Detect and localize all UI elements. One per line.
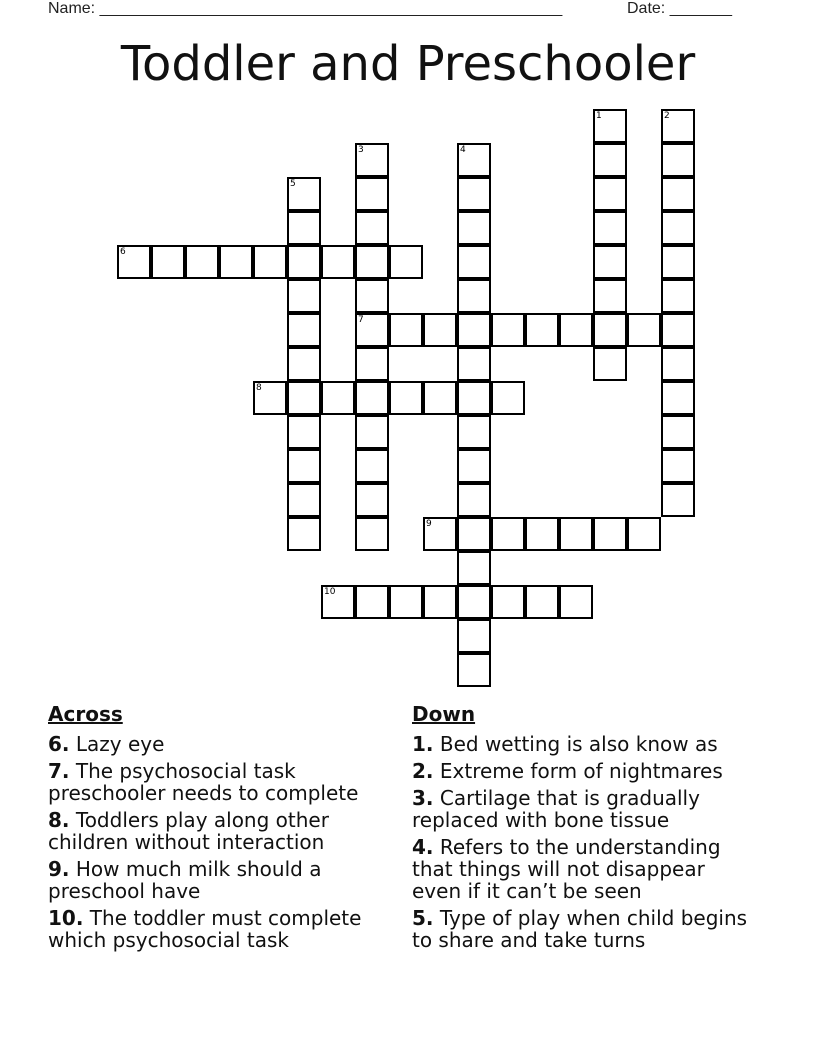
grid-cell[interactable] bbox=[185, 245, 219, 279]
grid-cell[interactable] bbox=[287, 415, 321, 449]
grid-cell[interactable] bbox=[355, 245, 389, 279]
grid-cell[interactable] bbox=[287, 449, 321, 483]
clue-number: 1. bbox=[412, 732, 434, 756]
grid-cell[interactable] bbox=[525, 585, 559, 619]
grid-cell[interactable] bbox=[593, 211, 627, 245]
grid-cell[interactable] bbox=[593, 279, 627, 313]
grid-cell[interactable] bbox=[457, 585, 491, 619]
clue-number-label: 9 bbox=[426, 519, 432, 529]
grid-cell[interactable] bbox=[661, 449, 695, 483]
grid-cell[interactable] bbox=[593, 143, 627, 177]
grid-cell[interactable] bbox=[287, 245, 321, 279]
clue-number: 9. bbox=[48, 857, 70, 881]
down-heading: Down bbox=[412, 702, 476, 726]
grid-cell[interactable] bbox=[457, 211, 491, 245]
clue-text: How much milk should a preschool have bbox=[48, 857, 322, 903]
grid-cell[interactable] bbox=[593, 313, 627, 347]
clue-number-label: 2 bbox=[664, 111, 670, 121]
grid-cell[interactable] bbox=[389, 245, 423, 279]
page-title: Toddler and Preschooler bbox=[120, 36, 696, 92]
grid-cell[interactable] bbox=[287, 177, 321, 211]
grid-cell[interactable] bbox=[661, 347, 695, 381]
grid-cell[interactable] bbox=[661, 483, 695, 517]
grid-cell[interactable] bbox=[593, 109, 627, 143]
clue-number-label: 3 bbox=[358, 145, 364, 155]
grid-cell[interactable] bbox=[457, 517, 491, 551]
clue-number: 8. bbox=[48, 808, 70, 832]
grid-cell[interactable] bbox=[457, 279, 491, 313]
grid-cell[interactable] bbox=[389, 585, 423, 619]
grid-cell[interactable] bbox=[491, 313, 525, 347]
grid-cell[interactable] bbox=[423, 517, 457, 551]
clue-number-label: 5 bbox=[290, 179, 296, 189]
grid-cell[interactable] bbox=[593, 245, 627, 279]
grid-cell[interactable] bbox=[389, 313, 423, 347]
grid-cell[interactable] bbox=[355, 585, 389, 619]
clue-across-7 bbox=[48, 760, 393, 804]
clue-text: The toddler must complete which psychosocial task bbox=[48, 906, 362, 952]
grid-cell[interactable] bbox=[457, 551, 491, 585]
clue-text: Lazy eye bbox=[75, 732, 165, 756]
clue-down-3 bbox=[412, 787, 757, 831]
grid-cell[interactable] bbox=[593, 517, 627, 551]
grid-cell[interactable] bbox=[321, 585, 355, 619]
grid-cell[interactable] bbox=[525, 517, 559, 551]
grid-cell[interactable] bbox=[661, 279, 695, 313]
grid-cell[interactable] bbox=[491, 381, 525, 415]
grid-cell[interactable] bbox=[457, 483, 491, 517]
clue-text: Cartilage that is gradually replaced with bone tissue bbox=[412, 786, 700, 832]
grid-cell[interactable] bbox=[117, 245, 151, 279]
grid-cell[interactable] bbox=[253, 245, 287, 279]
grid-cell[interactable] bbox=[559, 517, 593, 551]
clue-text: Refers to the understanding that things will not disappear even if it can’t be seen bbox=[412, 835, 721, 903]
grid-cell[interactable] bbox=[287, 313, 321, 347]
clue-down-4 bbox=[412, 836, 757, 902]
grid-cell[interactable] bbox=[287, 211, 321, 245]
clue-number-label: 8 bbox=[256, 383, 262, 393]
grid-cell[interactable] bbox=[661, 109, 695, 143]
grid-cell[interactable] bbox=[355, 347, 389, 381]
grid-cell[interactable] bbox=[423, 381, 457, 415]
clue-number-label: 10 bbox=[324, 587, 336, 597]
clue-across-8 bbox=[48, 809, 393, 853]
grid-cell[interactable] bbox=[423, 585, 457, 619]
grid-cell[interactable] bbox=[627, 517, 661, 551]
grid-cell[interactable] bbox=[287, 483, 321, 517]
clue-text: Bed wetting is also know as bbox=[439, 732, 718, 756]
across-clues bbox=[48, 702, 393, 956]
across-heading: Across bbox=[48, 702, 123, 726]
grid-cell[interactable] bbox=[525, 313, 559, 347]
grid-cell[interactable] bbox=[151, 245, 185, 279]
grid-cell[interactable] bbox=[457, 347, 491, 381]
grid-cell[interactable] bbox=[355, 415, 389, 449]
grid-cell[interactable] bbox=[661, 143, 695, 177]
clue-number-label: 1 bbox=[596, 111, 602, 121]
grid-cell[interactable] bbox=[457, 143, 491, 177]
grid-cell[interactable] bbox=[457, 381, 491, 415]
grid-cell[interactable] bbox=[661, 381, 695, 415]
grid-cell[interactable] bbox=[661, 211, 695, 245]
grid-cell[interactable] bbox=[287, 381, 321, 415]
clue-text: Extreme form of nightmares bbox=[439, 759, 723, 783]
grid-cell[interactable] bbox=[457, 415, 491, 449]
clue-down-5 bbox=[412, 907, 757, 951]
grid-cell[interactable] bbox=[253, 381, 287, 415]
clue-text: Type of play when child begins to share and take turns bbox=[412, 906, 748, 952]
clue-number: 3. bbox=[412, 786, 434, 810]
grid-cell[interactable] bbox=[457, 177, 491, 211]
clue-number-label: 7 bbox=[358, 315, 364, 325]
grid-cell[interactable] bbox=[355, 483, 389, 517]
grid-cell[interactable] bbox=[355, 211, 389, 245]
grid-cell[interactable] bbox=[287, 347, 321, 381]
grid-cell[interactable] bbox=[423, 313, 457, 347]
grid-cell[interactable] bbox=[559, 313, 593, 347]
grid-cell[interactable] bbox=[661, 177, 695, 211]
grid-cell[interactable] bbox=[321, 381, 355, 415]
grid-cell[interactable] bbox=[457, 245, 491, 279]
clue-across-9 bbox=[48, 858, 393, 902]
down-clues bbox=[412, 702, 757, 956]
grid-cell[interactable] bbox=[457, 449, 491, 483]
clue-number: 7. bbox=[48, 759, 70, 783]
clue-number-label: 6 bbox=[120, 247, 126, 257]
grid-cell[interactable] bbox=[457, 313, 491, 347]
clue-text: The psychosocial task preschooler needs to complete bbox=[48, 759, 359, 805]
clue-across-10 bbox=[48, 907, 393, 951]
grid-cell[interactable] bbox=[627, 313, 661, 347]
grid-cell[interactable] bbox=[661, 313, 695, 347]
grid-cell[interactable] bbox=[355, 449, 389, 483]
clue-text: Toddlers play along other children without interaction bbox=[48, 808, 329, 854]
clue-down-2 bbox=[412, 760, 757, 782]
clue-across-6 bbox=[48, 733, 393, 755]
grid-cell[interactable] bbox=[355, 177, 389, 211]
grid-cell[interactable] bbox=[457, 653, 491, 687]
grid-cell[interactable] bbox=[491, 585, 525, 619]
clue-down-1 bbox=[412, 733, 757, 755]
grid-cell[interactable] bbox=[593, 347, 627, 381]
grid-cell[interactable] bbox=[287, 517, 321, 551]
clue-number: 6. bbox=[48, 732, 70, 756]
grid-cell[interactable] bbox=[355, 517, 389, 551]
clue-number-label: 4 bbox=[460, 145, 466, 155]
grid-cell[interactable] bbox=[559, 585, 593, 619]
grid-cell[interactable] bbox=[491, 517, 525, 551]
grid-cell[interactable] bbox=[355, 143, 389, 177]
grid-cell[interactable] bbox=[389, 381, 423, 415]
grid-cell[interactable] bbox=[355, 313, 389, 347]
grid-cell[interactable] bbox=[321, 245, 355, 279]
clue-number: 2. bbox=[412, 759, 434, 783]
clue-number: 10. bbox=[48, 906, 84, 930]
grid-cell[interactable] bbox=[661, 415, 695, 449]
date-field[interactable]: Date: _______ bbox=[627, 0, 732, 17]
clue-number: 5. bbox=[412, 906, 434, 930]
name-field[interactable]: Name: ____________________________________________________ bbox=[48, 0, 563, 17]
grid-cell[interactable] bbox=[593, 177, 627, 211]
grid-cell[interactable] bbox=[661, 245, 695, 279]
clue-number: 4. bbox=[412, 835, 434, 859]
grid-cell[interactable] bbox=[219, 245, 253, 279]
grid-cell[interactable] bbox=[457, 619, 491, 653]
grid-cell[interactable] bbox=[355, 381, 389, 415]
grid-cell[interactable] bbox=[287, 279, 321, 313]
grid-cell[interactable] bbox=[355, 279, 389, 313]
